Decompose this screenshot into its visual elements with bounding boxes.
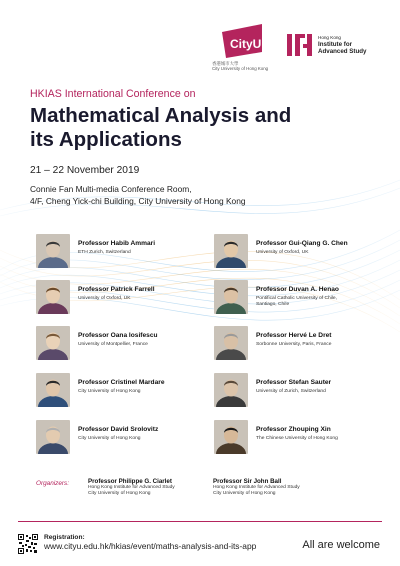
speaker-name: Professor Duvan A. Henao (256, 286, 339, 293)
speaker-affiliation (256, 250, 386, 256)
person-icon (36, 420, 70, 454)
speaker-photo (36, 373, 70, 407)
speaker-photo (36, 420, 70, 454)
cityu-logo-text (212, 61, 282, 71)
speaker-name: Professor David Srolovitz (78, 426, 159, 433)
header-logos (212, 24, 382, 76)
speaker-name: Professor Gui-Qiang G. Chen (256, 240, 348, 247)
event-date: 21 – 22 November 2019 (30, 165, 140, 176)
person-icon (36, 373, 70, 407)
hkias-logo-text (318, 34, 388, 55)
speaker-card (36, 373, 211, 411)
speaker-affiliation (78, 296, 208, 302)
person-icon (36, 234, 70, 268)
person-icon (214, 420, 248, 454)
speaker-affiliation (78, 342, 208, 348)
speaker-affiliation (256, 436, 386, 442)
venue-line-1: Connie Fan Multi-media Conference Room, (30, 184, 192, 194)
welcome-text: All are welcome (302, 539, 380, 551)
qr-code-icon[interactable] (18, 534, 38, 554)
speaker-name: Professor Zhouping Xin (256, 426, 331, 433)
hkias-line-2: Institute for (318, 41, 353, 48)
speaker-photo (36, 280, 70, 314)
speaker-name: Professor Hervé Le Dret (256, 332, 332, 339)
speaker-photo (214, 420, 248, 454)
speaker-photo (36, 234, 70, 268)
hkias-line-1: Hong Kong (318, 35, 341, 40)
speaker-card (36, 280, 211, 318)
organizers-section (30, 476, 380, 510)
organizer-affiliation-line: City University of Hong Kong (88, 491, 151, 496)
event-venue (30, 183, 370, 207)
organizer-name: Professor Philippe G. Ciarlet (88, 478, 172, 485)
organizer-name: Professor Sir John Ball (213, 478, 282, 485)
speaker-photo (214, 373, 248, 407)
person-icon (214, 280, 248, 314)
speaker-card (36, 420, 211, 458)
hkias-line-3: Advanced Study (318, 48, 367, 55)
speaker-affiliation-line: University of Montpellier, France (78, 342, 148, 347)
person-icon (214, 326, 248, 360)
speaker-card (214, 234, 389, 272)
title-line-2: its Applications (30, 128, 182, 151)
organizer-affiliation (213, 485, 300, 497)
hkias-logo-icon (286, 30, 314, 60)
registration-block (44, 533, 256, 551)
footer-divider (18, 521, 382, 522)
speaker-name: Professor Cristinel Mardare (78, 379, 165, 386)
cityu-chinese-name: 香港城市大學 (212, 61, 239, 66)
speaker-affiliation (256, 342, 386, 348)
organizer-affiliation-line: Hong Kong Institute for Advanced Study (213, 485, 300, 490)
cityu-logo-word: CityU (230, 37, 262, 51)
speaker-affiliation-line: Pontifical Catholic University of Chile, (256, 296, 337, 301)
speaker-affiliation-line: Sorbonne University, Paris, France (256, 342, 332, 347)
venue-line-2: 4/F, Cheng Yick-chi Building, City University of Hong Kong (30, 196, 246, 206)
speaker-affiliation-line: City University of Hong Kong (78, 389, 141, 394)
speaker-affiliation (78, 389, 208, 395)
speaker-affiliation (78, 250, 208, 256)
organizer-affiliation-line: City University of Hong Kong (213, 491, 276, 496)
speaker-photo (214, 280, 248, 314)
conference-subtitle: HKIAS International Conference on (30, 88, 196, 100)
cityu-english-name: City University of Hong Kong (212, 66, 269, 71)
person-icon (36, 326, 70, 360)
speaker-card (214, 373, 389, 411)
speaker-card (214, 280, 389, 318)
speaker-name: Professor Patrick Farrell (78, 286, 155, 293)
speaker-affiliation (256, 296, 386, 308)
organizer-item (88, 478, 175, 497)
speaker-affiliation-line: University of Zurich, Switzerland (256, 389, 326, 394)
speaker-affiliation-line: Santiago, Chile (256, 302, 290, 307)
speaker-name: Professor Oana Iosifescu (78, 332, 158, 339)
cityu-logo-icon (216, 24, 268, 60)
title-line-1: Mathematical Analysis and (30, 104, 292, 127)
speaker-affiliation (78, 436, 208, 442)
speaker-card (36, 326, 211, 364)
speaker-card (214, 326, 389, 364)
speaker-affiliation-line: University of Oxford, UK (256, 250, 309, 255)
speaker-affiliation-line: University of Oxford, UK (78, 296, 131, 301)
speaker-photo (214, 326, 248, 360)
person-icon (36, 280, 70, 314)
speaker-card (36, 234, 211, 272)
speaker-name: Professor Stefan Sauter (256, 379, 332, 386)
speaker-affiliation-line: The Chinese University of Hong Kong (256, 436, 338, 441)
speaker-card (214, 420, 389, 458)
organizer-affiliation-line: Hong Kong Institute for Advanced Study (88, 485, 175, 490)
speaker-affiliation-line: City University of Hong Kong (78, 436, 141, 441)
organizer-affiliation (88, 485, 175, 497)
organizer-item (213, 478, 300, 497)
speaker-affiliation (256, 389, 386, 395)
registration-label: Registration: (44, 534, 85, 541)
page-title (30, 104, 370, 152)
person-icon (214, 234, 248, 268)
speaker-photo (214, 234, 248, 268)
organizers-label: Organizers: (36, 480, 70, 487)
speaker-photo (36, 326, 70, 360)
speaker-name: Professor Habib Ammari (78, 240, 156, 247)
registration-link[interactable]: www.cityu.edu.hk/hkias/event/maths-analysis-and-its-app (44, 541, 257, 551)
speaker-affiliation-line: ETH Zurich, Switzerland (78, 250, 131, 255)
person-icon (214, 373, 248, 407)
